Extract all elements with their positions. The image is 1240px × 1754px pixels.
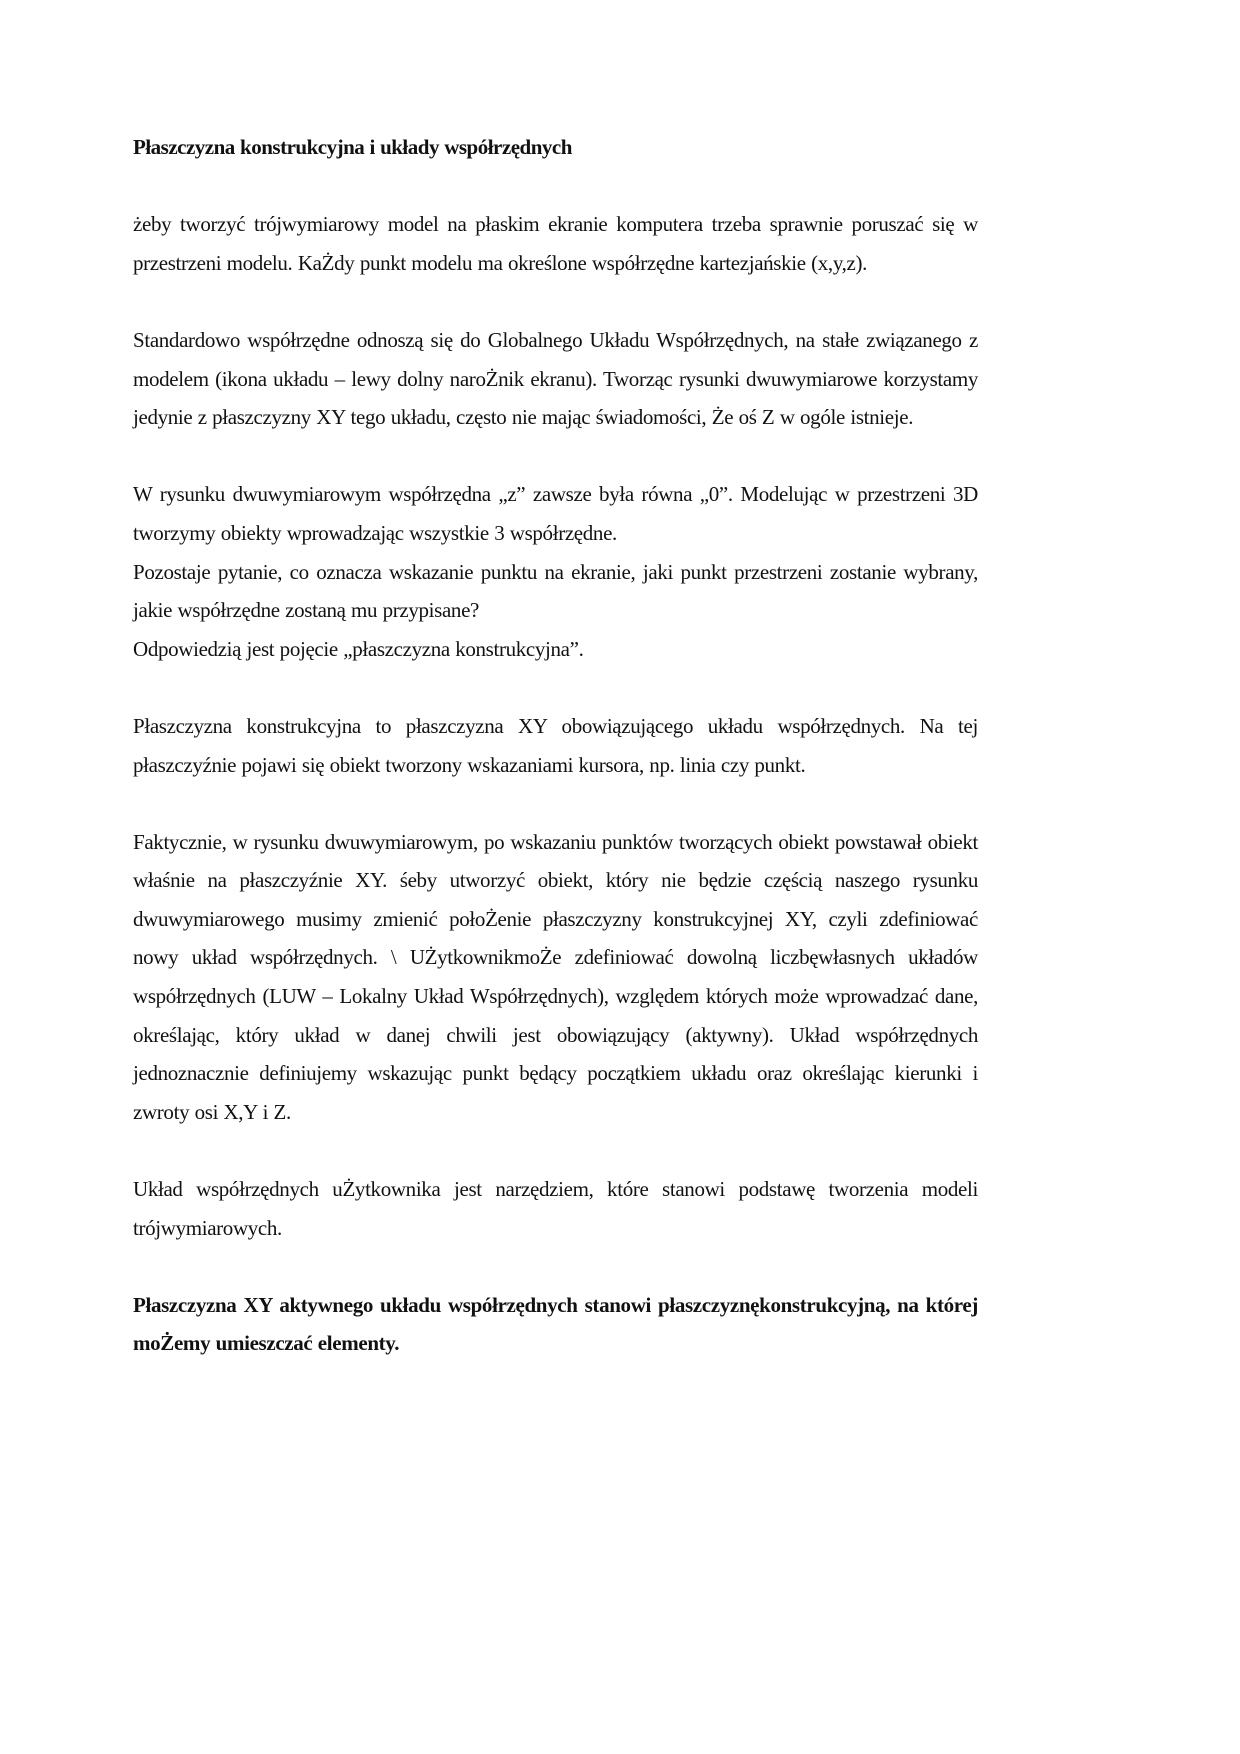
paragraph-summary-bold: Płaszczyzna XY aktywnego układu współrzędnych stanowi płaszczyznękonstrukcyjną, na której moŻemy umieszczać elementy.	[133, 1292, 978, 1356]
paragraph-global-coordinates: Standardowo współrzędne odnoszą się do Globalnego Układu Współrzędnych, na stałe związanego z modelem (ikona układu – lewy dolny naroŻnik ekranu). Tworząc rysunki dwuwymiarowe korzystamy jedynie z płaszczyzny XY tego układu, często nie mając świadomości, Że oś Z w ogóle istnieje.	[133, 327, 978, 430]
document-title: Płaszczyzna konstrukcyjna i układy współrzędnych	[133, 135, 572, 159]
paragraph-question: Pozostaje pytanie, co oznacza wskazanie punktu na ekranie, jaki punkt przestrzeni zostanie wybrany, jakie współrzędne zostaną mu przypisane?	[133, 559, 978, 623]
paragraph-ucs-tool: Układ współrzędnych uŻytkownika jest narzędziem, które stanowi podstawę tworzenia modeli trójwymiarowych.	[133, 1177, 978, 1240]
paragraph-answer: Odpowiedzią jest pojęcie „płaszczyzna konstrukcyjna”.	[133, 636, 584, 661]
paragraph-intro: żeby tworzyć trójwymiarowy model na płaskim ekranie komputera trzeba sprawnie poruszać się w przestrzeni modelu. KaŻdy punkt modelu ma określone współrzędne kartezjańskie (x,y,z).	[133, 212, 978, 275]
document-page	[133, 128, 978, 1402]
paragraph-construction-plane: Płaszczyzna konstrukcyjna to płaszczyzna XY obowiązującego układu współrzędnych. Na tej płaszczyźnie pojawi się obiekt tworzony wskazaniami kursora, np. linia czy punkt.	[133, 713, 978, 777]
paragraph-z-coordinate: W rysunku dwuwymiarowym współrzędna „z” zawsze była równa „0”. Modelując w przestrzeni 3D tworzymy obiekty wprowadzając wszystkie 3 współrzędne.	[133, 482, 978, 545]
paragraph-user-coordinate-systems: Faktycznie, w rysunku dwuwymiarowym, po wskazaniu punktów tworzących obiekt powstawał obiekt właśnie na płaszczyźnie XY. śeby utworzyć obiekt, który nie będzie częścią naszego rysunku dwuwymiarowego musimy zmienić połoŻenie płaszczyzny konstrukcyjnej XY, czyli zdefiniować nowy układ współrzędnych. \ UŻytkownikmoŻe zdefiniować dowolną liczbęwłasnych układów współrzędnych (LUW – Lokalny Układ Współrzędnych), względem których może wprowadzać dane, określając, który układ w danej chwili jest obowiązujący (aktywny). Układ współrzędnych jednoznacznie definiujemy wskazując punkt będący początkiem układu oraz określając kierunki i zwroty osi X,Y i Z.	[133, 829, 978, 1124]
